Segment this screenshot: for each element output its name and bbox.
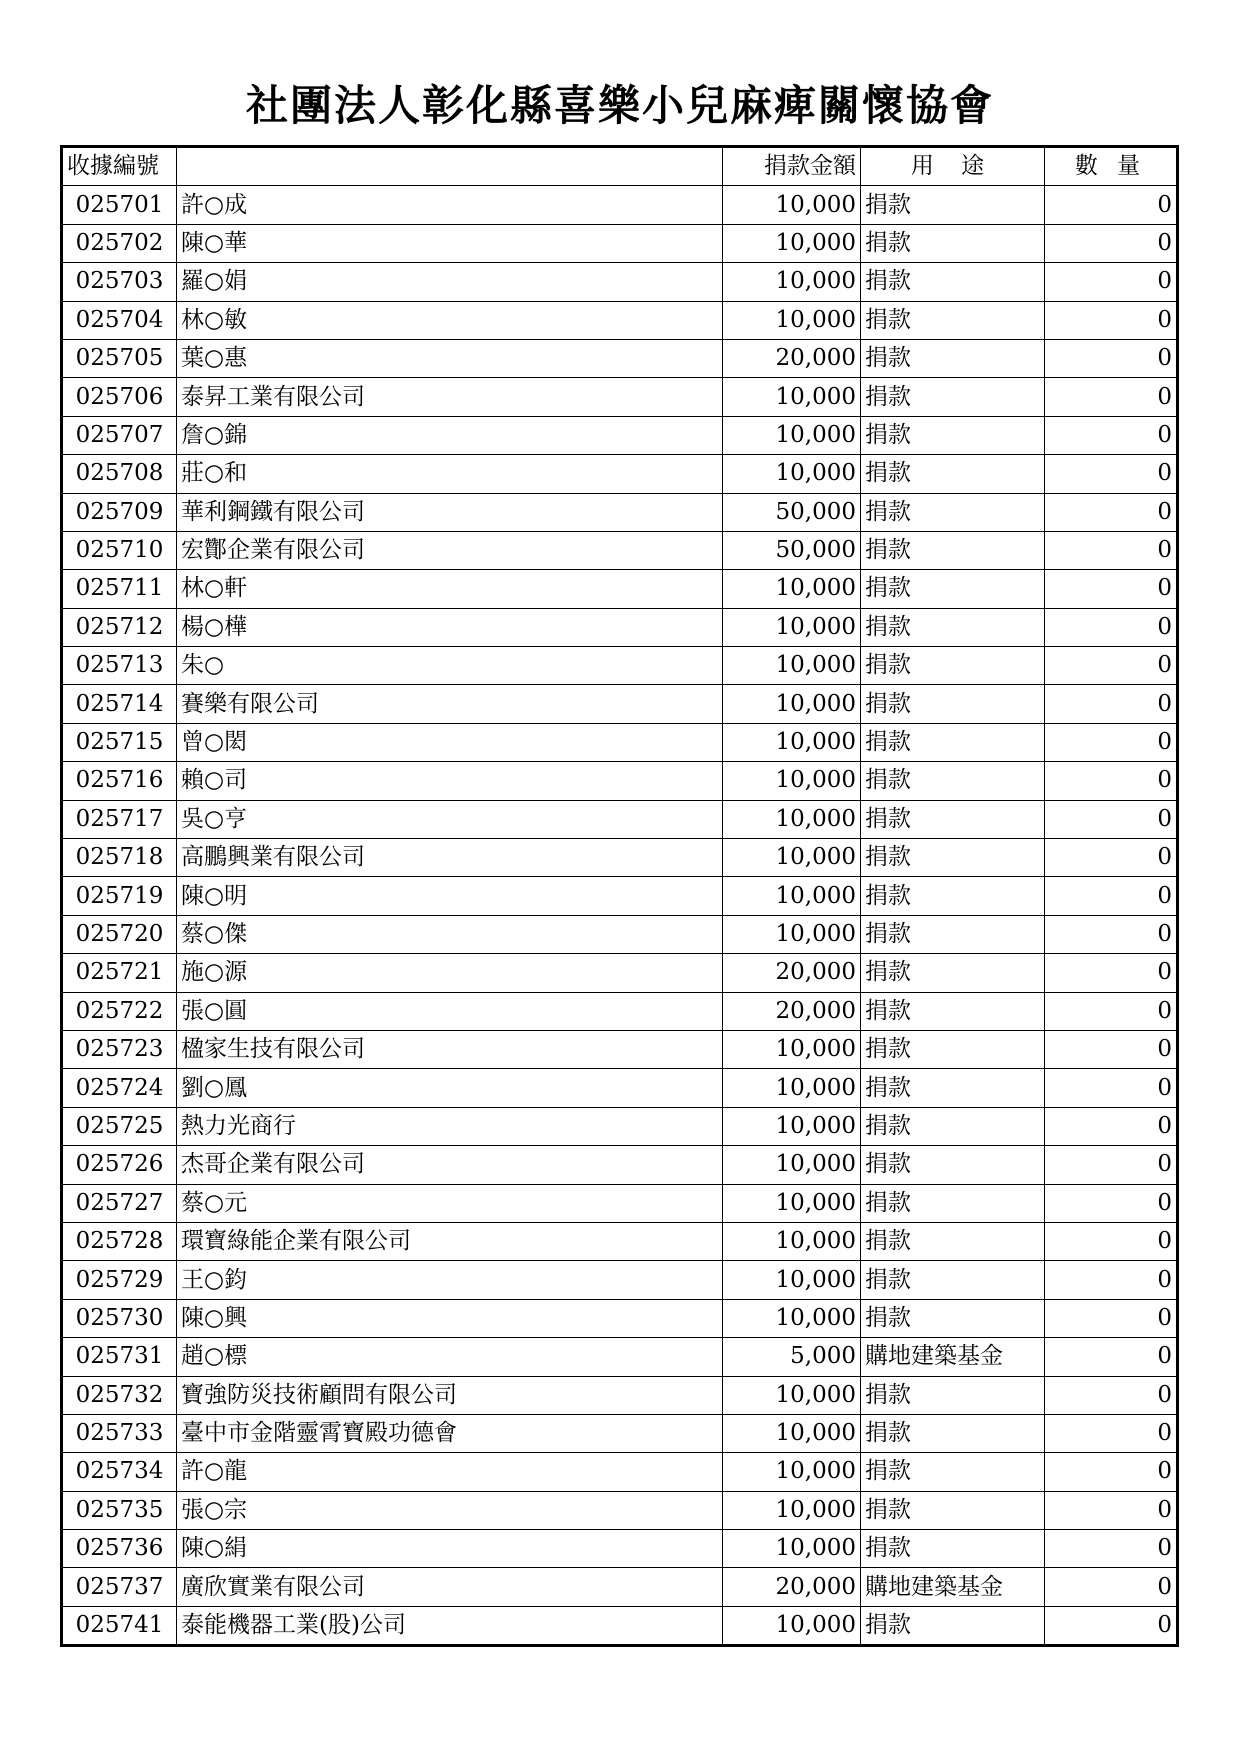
quantity-cell: 0 [1045,1568,1178,1606]
table-row [62,1146,1178,1184]
receipt-no-cell: 025702 [62,224,177,262]
amount-cell: 10,000 [723,455,861,493]
receipt-no-cell: 025711 [62,570,177,608]
donor-name-cell: 賴○司 [177,762,723,800]
quantity-cell: 0 [1045,800,1178,838]
amount-cell: 10,000 [723,378,861,416]
receipt-no-cell: 025735 [62,1491,177,1529]
receipt-no-cell: 025708 [62,455,177,493]
table-row [62,762,1178,800]
purpose-cell: 捐款 [861,493,1045,531]
amount-cell: 10,000 [723,877,861,915]
donor-name-cell: 泰能機器工業(股)公司 [177,1606,723,1645]
table-row [62,1184,1178,1222]
amount-cell: 10,000 [723,1146,861,1184]
table-row [62,954,1178,992]
amount-cell: 20,000 [723,1568,861,1606]
quantity-cell: 0 [1045,378,1178,416]
donor-name-cell: 張○宗 [177,1491,723,1529]
purpose-cell: 購地建築基金 [861,1568,1045,1606]
purpose-cell: 捐款 [861,647,1045,685]
receipt-no-cell: 025729 [62,1261,177,1299]
table-row [62,685,1178,723]
receipt-no-cell: 025720 [62,915,177,953]
quantity-cell: 0 [1045,186,1178,224]
table-row [62,416,1178,454]
table-row [62,1261,1178,1299]
quantity-cell: 0 [1045,339,1178,377]
purpose-cell: 捐款 [861,762,1045,800]
quantity-cell: 0 [1045,1453,1178,1491]
purpose-cell: 捐款 [861,224,1045,262]
amount-cell: 10,000 [723,1030,861,1068]
table-row [62,339,1178,377]
purpose-cell: 捐款 [861,877,1045,915]
purpose-cell: 捐款 [861,378,1045,416]
amount-cell: 10,000 [723,1299,861,1337]
amount-cell: 10,000 [723,915,861,953]
donor-name-cell: 華利鋼鐵有限公司 [177,493,723,531]
receipt-no-cell: 025727 [62,1184,177,1222]
receipt-no-cell: 025712 [62,608,177,646]
quantity-cell: 0 [1045,263,1178,301]
donation-table [60,145,1179,1647]
quantity-cell: 0 [1045,647,1178,685]
donor-name-cell: 高鵬興業有限公司 [177,839,723,877]
purpose-cell: 捐款 [861,685,1045,723]
purpose-cell: 捐款 [861,915,1045,953]
purpose-cell: 捐款 [861,339,1045,377]
header-quantity: 數 量 [1045,147,1178,186]
quantity-cell: 0 [1045,992,1178,1030]
amount-cell: 10,000 [723,1414,861,1452]
receipt-no-cell: 025732 [62,1376,177,1414]
quantity-cell: 0 [1045,877,1178,915]
receipt-no-cell: 025714 [62,685,177,723]
table-row [62,1030,1178,1068]
purpose-cell: 捐款 [861,1184,1045,1222]
purpose-cell: 捐款 [861,531,1045,569]
amount-cell: 50,000 [723,493,861,531]
amount-cell: 5,000 [723,1338,861,1376]
table-row [62,1453,1178,1491]
purpose-cell: 捐款 [861,992,1045,1030]
table-row [62,1376,1178,1414]
receipt-no-cell: 025731 [62,1338,177,1376]
donor-name-cell: 朱○ [177,647,723,685]
quantity-cell: 0 [1045,915,1178,953]
amount-cell: 10,000 [723,1376,861,1414]
purpose-cell: 捐款 [861,1530,1045,1568]
receipt-no-cell: 025707 [62,416,177,454]
quantity-cell: 0 [1045,416,1178,454]
quantity-cell: 0 [1045,1261,1178,1299]
donor-name-cell: 楊○樺 [177,608,723,646]
receipt-no-cell: 025705 [62,339,177,377]
purpose-cell: 捐款 [861,186,1045,224]
receipt-no-cell: 025726 [62,1146,177,1184]
table-row [62,800,1178,838]
quantity-cell: 0 [1045,531,1178,569]
amount-cell: 10,000 [723,1491,861,1529]
receipt-no-cell: 025715 [62,723,177,761]
table-row [62,493,1178,531]
amount-cell: 20,000 [723,992,861,1030]
quantity-cell: 0 [1045,1146,1178,1184]
amount-cell: 10,000 [723,1261,861,1299]
table-row [62,992,1178,1030]
donor-name-cell: 泰昇工業有限公司 [177,378,723,416]
amount-cell: 10,000 [723,186,861,224]
donor-name-cell: 廣欣實業有限公司 [177,1568,723,1606]
donor-name-cell: 宏酇企業有限公司 [177,531,723,569]
table-body [62,186,1178,1646]
purpose-cell: 捐款 [861,800,1045,838]
receipt-no-cell: 025713 [62,647,177,685]
table-row [62,224,1178,262]
receipt-no-cell: 025736 [62,1530,177,1568]
amount-cell: 10,000 [723,1453,861,1491]
header-name [177,147,723,186]
amount-cell: 10,000 [723,416,861,454]
quantity-cell: 0 [1045,1184,1178,1222]
donor-name-cell: 王○鈞 [177,1261,723,1299]
quantity-cell: 0 [1045,685,1178,723]
quantity-cell: 0 [1045,1530,1178,1568]
amount-cell: 10,000 [723,1107,861,1145]
donor-name-cell: 許○成 [177,186,723,224]
receipt-no-cell: 025710 [62,531,177,569]
purpose-cell: 捐款 [861,1491,1045,1529]
receipt-no-cell: 025733 [62,1414,177,1452]
quantity-cell: 0 [1045,570,1178,608]
amount-cell: 10,000 [723,1222,861,1260]
quantity-cell: 0 [1045,1606,1178,1645]
receipt-no-cell: 025741 [62,1606,177,1645]
table-row [62,1299,1178,1337]
table-row [62,263,1178,301]
donor-name-cell: 吳○亨 [177,800,723,838]
purpose-cell: 捐款 [861,1299,1045,1337]
amount-cell: 10,000 [723,800,861,838]
receipt-no-cell: 025716 [62,762,177,800]
receipt-no-cell: 025721 [62,954,177,992]
receipt-no-cell: 025701 [62,186,177,224]
table-row [62,301,1178,339]
table-row [62,877,1178,915]
table-row [62,1568,1178,1606]
header-receipt-no: 收據編號 [62,147,177,186]
quantity-cell: 0 [1045,1069,1178,1107]
receipt-no-cell: 025722 [62,992,177,1030]
page-title: 社團法人彰化縣喜樂小兒麻痺關懷協會 [245,81,994,130]
donor-name-cell: 環寶綠能企業有限公司 [177,1222,723,1260]
receipt-no-cell: 025719 [62,877,177,915]
amount-cell: 10,000 [723,839,861,877]
quantity-cell: 0 [1045,1222,1178,1260]
quantity-cell: 0 [1045,224,1178,262]
donor-name-cell: 陳○華 [177,224,723,262]
table-row [62,186,1178,224]
amount-cell: 10,000 [723,1069,861,1107]
receipt-no-cell: 025709 [62,493,177,531]
donor-name-cell: 臺中市金階靈霄寶殿功德會 [177,1414,723,1452]
table-row [62,1107,1178,1145]
donor-name-cell: 陳○明 [177,877,723,915]
purpose-cell: 捐款 [861,1030,1045,1068]
quantity-cell: 0 [1045,1491,1178,1529]
quantity-cell: 0 [1045,608,1178,646]
amount-cell: 10,000 [723,685,861,723]
donor-name-cell: 陳○興 [177,1299,723,1337]
quantity-cell: 0 [1045,493,1178,531]
purpose-cell: 捐款 [861,723,1045,761]
quantity-cell: 0 [1045,1376,1178,1414]
donor-name-cell: 許○龍 [177,1453,723,1491]
purpose-cell: 捐款 [861,1069,1045,1107]
donor-name-cell: 詹○錦 [177,416,723,454]
purpose-cell: 捐款 [861,839,1045,877]
quantity-cell: 0 [1045,1414,1178,1452]
receipt-no-cell: 025703 [62,263,177,301]
header-amount: 捐款金額 [723,147,861,186]
amount-cell: 50,000 [723,531,861,569]
purpose-cell: 捐款 [861,301,1045,339]
table-row [62,378,1178,416]
amount-cell: 10,000 [723,224,861,262]
table-row [62,915,1178,953]
donor-name-cell: 羅○娟 [177,263,723,301]
donor-name-cell: 楹家生技有限公司 [177,1030,723,1068]
purpose-cell: 捐款 [861,263,1045,301]
table-row [62,723,1178,761]
purpose-cell: 捐款 [861,1606,1045,1645]
donor-name-cell: 趙○標 [177,1338,723,1376]
quantity-cell: 0 [1045,954,1178,992]
table-row [62,839,1178,877]
amount-cell: 10,000 [723,570,861,608]
table-row [62,1530,1178,1568]
receipt-no-cell: 025725 [62,1107,177,1145]
amount-cell: 10,000 [723,723,861,761]
receipt-no-cell: 025717 [62,800,177,838]
donor-name-cell: 林○敏 [177,301,723,339]
purpose-cell: 捐款 [861,1107,1045,1145]
receipt-no-cell: 025728 [62,1222,177,1260]
donor-name-cell: 蔡○傑 [177,915,723,953]
header-row [62,147,1178,186]
amount-cell: 10,000 [723,1530,861,1568]
purpose-cell: 捐款 [861,954,1045,992]
table-row [62,1606,1178,1645]
donor-name-cell: 寶強防災技術顧問有限公司 [177,1376,723,1414]
purpose-cell: 捐款 [861,416,1045,454]
quantity-cell: 0 [1045,455,1178,493]
amount-cell: 20,000 [723,954,861,992]
purpose-cell: 捐款 [861,1146,1045,1184]
donor-name-cell: 曾○閎 [177,723,723,761]
receipt-no-cell: 025730 [62,1299,177,1337]
amount-cell: 10,000 [723,647,861,685]
header-purpose: 用 途 [861,147,1045,186]
donor-name-cell: 蔡○元 [177,1184,723,1222]
donor-name-cell: 施○源 [177,954,723,992]
table-row [62,1222,1178,1260]
receipt-no-cell: 025718 [62,839,177,877]
amount-cell: 10,000 [723,762,861,800]
receipt-no-cell: 025704 [62,301,177,339]
donor-name-cell: 熱力光商行 [177,1107,723,1145]
table-row [62,1338,1178,1376]
table-row [62,1491,1178,1529]
quantity-cell: 0 [1045,1107,1178,1145]
quantity-cell: 0 [1045,723,1178,761]
donor-name-cell: 杰哥企業有限公司 [177,1146,723,1184]
donor-name-cell: 賽樂有限公司 [177,685,723,723]
quantity-cell: 0 [1045,839,1178,877]
donor-name-cell: 張○圓 [177,992,723,1030]
quantity-cell: 0 [1045,1299,1178,1337]
purpose-cell: 捐款 [861,1453,1045,1491]
quantity-cell: 0 [1045,1030,1178,1068]
table-row [62,608,1178,646]
donor-name-cell: 陳○絹 [177,1530,723,1568]
amount-cell: 20,000 [723,339,861,377]
donor-name-cell: 葉○惠 [177,339,723,377]
purpose-cell: 捐款 [861,1376,1045,1414]
quantity-cell: 0 [1045,1338,1178,1376]
table-row [62,647,1178,685]
table-row [62,1414,1178,1452]
donor-name-cell: 劉○鳳 [177,1069,723,1107]
receipt-no-cell: 025723 [62,1030,177,1068]
purpose-cell: 捐款 [861,1414,1045,1452]
amount-cell: 10,000 [723,1606,861,1645]
purpose-cell: 捐款 [861,1222,1045,1260]
table-row [62,455,1178,493]
receipt-no-cell: 025706 [62,378,177,416]
purpose-cell: 購地建築基金 [861,1338,1045,1376]
purpose-cell: 捐款 [861,455,1045,493]
purpose-cell: 捐款 [861,570,1045,608]
purpose-cell: 捐款 [861,1261,1045,1299]
amount-cell: 10,000 [723,263,861,301]
table-row [62,1069,1178,1107]
amount-cell: 10,000 [723,1184,861,1222]
table-row [62,570,1178,608]
donor-name-cell: 莊○和 [177,455,723,493]
quantity-cell: 0 [1045,301,1178,339]
amount-cell: 10,000 [723,608,861,646]
donor-name-cell: 林○軒 [177,570,723,608]
receipt-no-cell: 025737 [62,1568,177,1606]
purpose-cell: 捐款 [861,608,1045,646]
amount-cell: 10,000 [723,301,861,339]
table-row [62,531,1178,569]
receipt-no-cell: 025734 [62,1453,177,1491]
receipt-no-cell: 025724 [62,1069,177,1107]
quantity-cell: 0 [1045,762,1178,800]
